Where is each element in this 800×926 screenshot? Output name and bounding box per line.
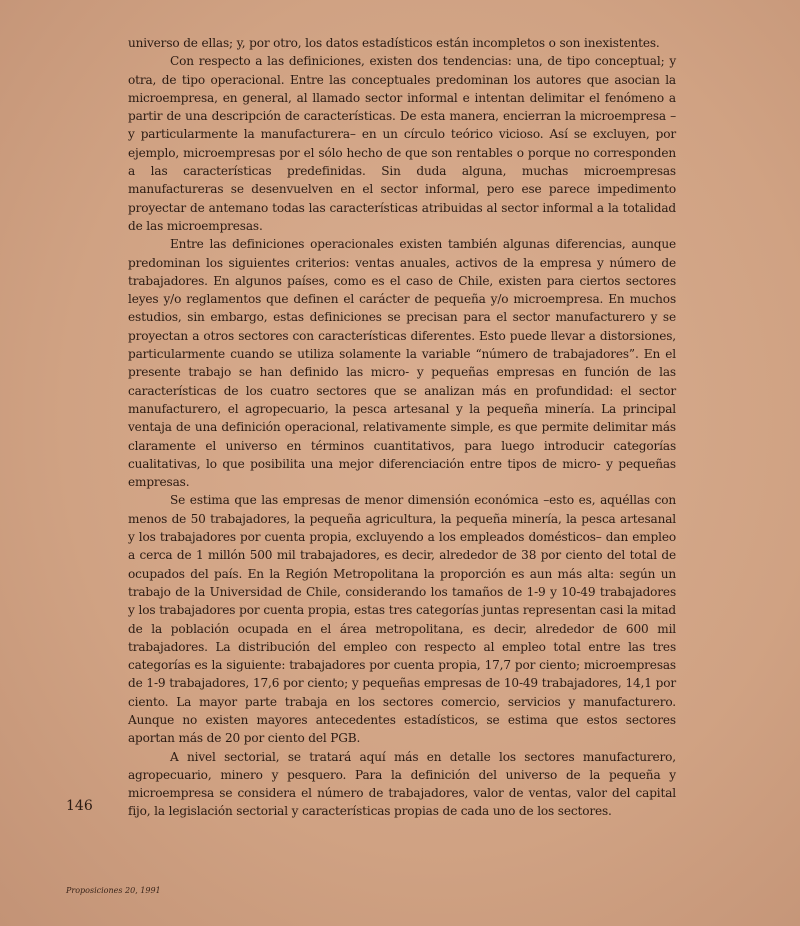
- footer-citation: Proposiciones 20, 1991: [66, 886, 161, 895]
- paragraph-empleo: Se estima que las empresas de menor dimensión económica –esto es, aquéllas con menos de 50 trabajadores, la pequeña agricultura, la pequeña minería, la pesca artesanal y los trabajadores por cuenta propia, excluyendo a los empleados domésticos– dan empleo a cerca de 1 millón 500 mil trabajadores, es decir, alrededor de 38 por ciento del total de ocupados del país. En la Región Metropolitana la proporción es aun más alta: según un trabajo de la Universidad de Chile, considerando los tamaños de 1-9 y 10-49 trabajadores y los trabajadores por cuenta propia, estas tres categorías juntas representan casi la mitad de la población ocupada en el área metropolitana, es decir, alrededor de 600 mil trabajadores. La distribución del empleo con respecto al empleo total entre las tres categorías es la siguiente: trabajadores por cuenta propia, 17,7 por ciento; microempresas de 1-9 trabajadores, 17,6 por ciento; y pequeñas empresas de 10-49 trabajadores, 14,1 por ciento. La mayor parte trabaja en los sectores comercio, servicios y manufacturero. Aunque no existen mayores antecedentes estadísticos, se estima que estos sectores aportan más de 20 por ciento del PGB.: [128, 493, 676, 746]
- page-number: 146: [66, 798, 93, 814]
- paragraph-definiciones: Con respecto a las definiciones, existen dos tendencias: una, de tipo conceptual; y otra, de tipo operacional. Entre las conceptuales predominan los autores que asocian la microempresa, en general, al llamado sector informal e intentan delimitar el fenómeno a partir de una descripción de características. De esta manera, encierran la microempresa –y particularmente la manufacturera– en un círculo teórico vicioso. Así se excluyen, por ejemplo, microempresas por el sólo hecho de que son rentables o porque no corresponden a las características predefinidas. Sin duda alguna, muchas microempresas manufactureras se desenvuelven en el sector informal, pero ese parece impedimento proyectar de antemano todas las características atribuidas al sector informal a la totalidad de las microempresas.: [128, 54, 676, 233]
- paragraph-sectorial: A nivel sectorial, se tratará aquí más en detalle los sectores manufacturero, agropecuario, minero y pesquero. Para la definición del universo de la pequeña y microempresa se considera el número de trabajadores, valor de ventas, valor del capital fijo, la legislación sectorial y características propias de cada uno de los sectores.: [128, 749, 676, 819]
- body-text: [128, 34, 676, 821]
- paragraph-continuation: universo de ellas; y, por otro, los datos estadísticos están incompletos o son inexistentes.: [128, 36, 660, 50]
- paragraph-operacionales: Entre las definiciones operacionales existen también algunas diferencias, aunque predominan los siguientes criterios: ventas anuales, activos de la empresa y número de trabajadores. En algunos países, como es el caso de Chile, existen para ciertos sectores leyes y/o reglamentos que definen el carácter de pequeña y/o microempresa. En muchos estudios, sin embargo, estas definiciones se precisan para el sector manufacturero y se proyectan a otros sectores con características diferentes. Esto puede llevar a distorsiones, particularmente cuando se utiliza solamente la variable “número de trabajadores”. En el presente trabajo se han definido las micro- y pequeñas empresas en función de las características de los cuatro sectores que se analizan más en profundidad: el sector manufacturero, el agropecuario, la pesca artesanal y la pequeña minería. La principal ventaja de una definición operacional, relativamente simple, es que permite delimitar más claramente el universo en términos cuantitativos, para luego introducir categorías cualitativas, lo que posibilita una mejor diferenciación entre tipos de micro- y pequeñas empresas.: [128, 237, 676, 490]
